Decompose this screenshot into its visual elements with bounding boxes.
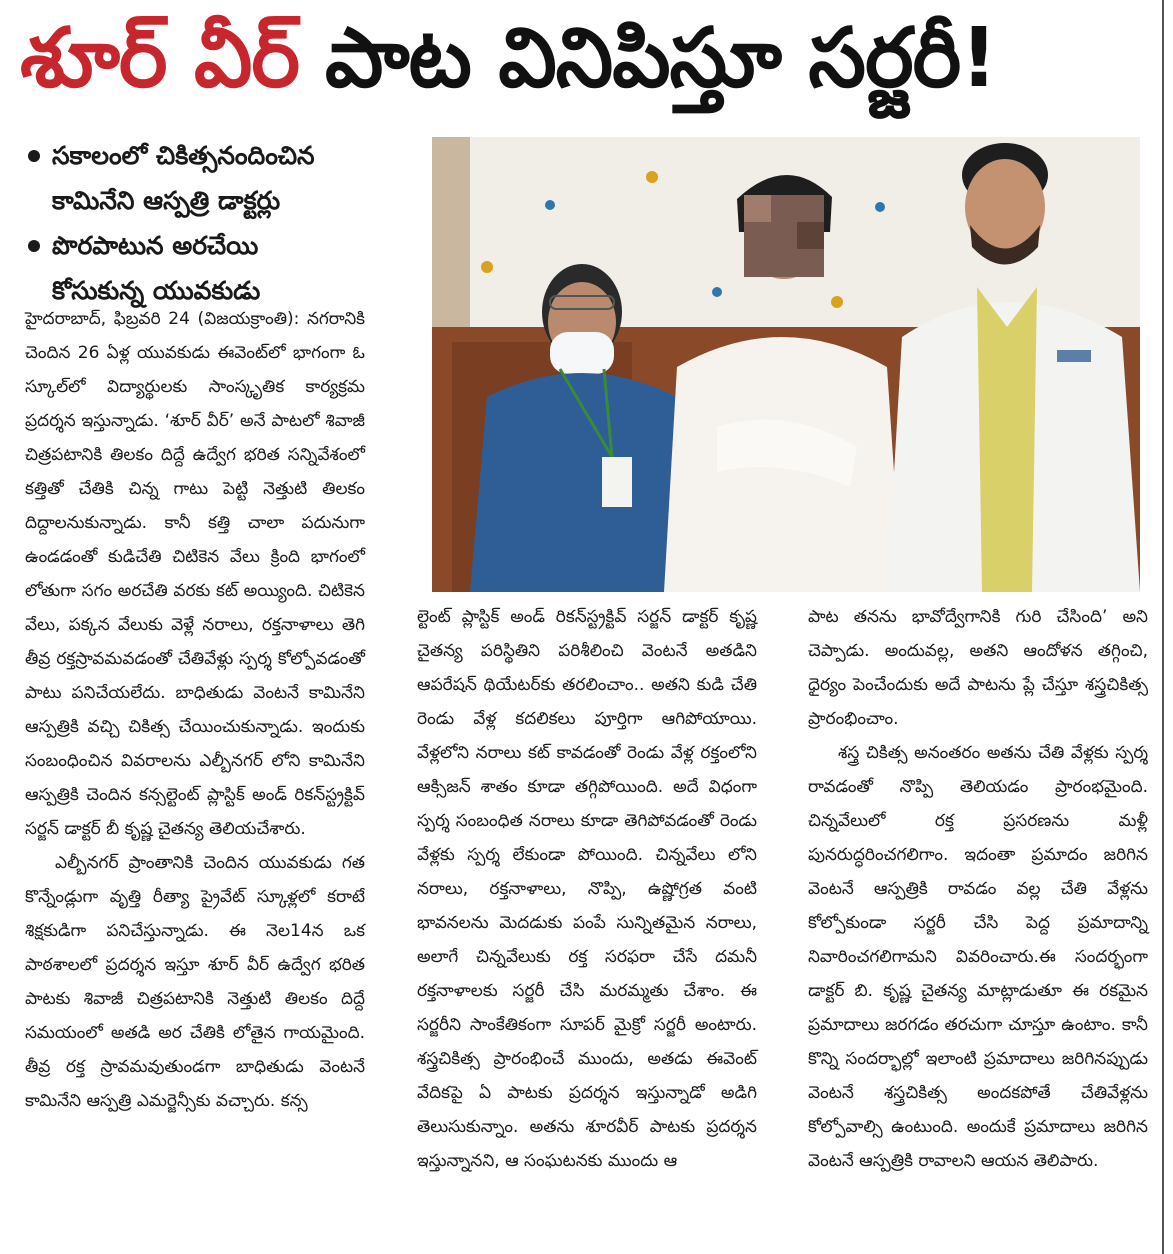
news-photo	[432, 137, 1140, 592]
headline	[20, 4, 1160, 132]
article-column-3	[808, 600, 1148, 1178]
article-paragraph: శస్త్ర చికిత్స అనంతరం అతను చేతి వేళ్లకు స్పర్శ రావడంతో నొప్పి తెలియడం ప్రారంభమైంది. చిన్నవేలులో రక్త ప్రసరణను మళ్లీ పునరుద్ధరించగలిగాం. ఇదంతా ప్రమాదం జరిగిన వెంటనే ఆస్పత్రికి రావడం వల్ల చేతి వేళ్లను కోల్పోకుండా సర్జరీ చేసి పెద్ద ప్రమాదాన్ని నివారించగలిగామని వివరించారు.ఈ సందర్భంగా డాక్టర్ బి. కృష్ణ చైతన్య మాట్లాడుతూ ఈ రకమైన ప్రమాదాలు జరగడం తరచుగా చూస్తూ ఉంటాం. కానీ కొన్ని సందర్భాల్లో ఇలాంటి ప్రమాదాలు జరిగినప్పుడు వెంటనే శస్త్రచికిత్స అందకపోతే చేతివేళ్లను కోల్పోవాల్సి ఉంటుంది. అందుకే ప్రమాదాలు జరిగిన వెంటనే ఆస్పత్రికి రావాలని ఆయన తెలిపారు.	[808, 743, 1148, 1171]
photo-illustration	[432, 137, 1140, 592]
article-paragraph: ఎల్బీనగర్ ప్రాంతానికి చెందిన యువకుడు గత కొన్నేండ్లుగా వృత్తి రీత్యా ప్రైవేట్ స్కూళ్లలో కరాటే శిక్షకుడిగా పనిచేస్తున్నాడు. ఈ నెల14న ఒక పాఠశాలలో ప్రదర్శన ఇస్తూ శూర్ వీర్ ఉద్వేగ భరిత పాటకు శివాజీ చిత్రపటానికి నెత్తుటి తిలకం దిద్దే సమయంలో అతడి అర చేతికి లోతైన గాయమైంది. తీవ్ర రక్త స్రావమవుతుండగా బాధితుడు వెంటనే కామినేని ఆస్పత్రి ఎమర్జెన్సీకు వచ్చారు. కన్స	[25, 853, 365, 1111]
article-column-2	[417, 600, 757, 1178]
summary-bullet	[24, 133, 384, 223]
headline-rest: పాట వినిపిస్తూ సర్జరీ!	[324, 10, 997, 106]
bullet-line: కోసుకున్న యువకుడు	[52, 276, 261, 305]
article-paragraph: ల్టెంట్ ప్లాస్టిక్ అండ్ రికన్‌స్ట్రక్టివ్ సర్జన్ డాక్టర్ కృష్ణ చైతన్య పరిస్థితిని పరిశీలించి వెంటనే అతడిని ఆపరేషన్ థియేటర్‌కు తరలించాం.. అతని కుడి చేతి రెండు వేళ్ల కదలికలు పూర్తిగా ఆగిపోయాయి. వేళ్లలోని నరాలు కట్ కావడంతో రెండు వేళ్ల రక్తంలోని ఆక్సిజన్ శాతం కూడా తగ్గిపోయింది. అదే విధంగా స్పర్శ సంబంధిత నరాలు కూడా తెగిపోవడంతో రెండు వేళ్లకు స్పర్శ లేకుండా పోయింది. చిన్నవేలు లోని నరాలు, రక్తనాళాలు, నొప్పి, ఉష్ణోగ్రత వంటి భావనలను మెదడుకు పంపే సున్నితమైన నరాలు, అలాగే చిన్నవేలుకు రక్త సరఫరా చేసే దమనీ రక్తనాళాలకు సర్జరీ చేసి మరమ్మతు చేశాం. ఈ సర్జరీని సాంకేతికంగా సూపర్ మైక్రో సర్జరీ అంటారు. శస్త్రచికిత్స ప్రారంభించే ముందు, అతడు ఈవెంట్ వేదికపై ఏ పాటకు ప్రదర్శన ఇస్తున్నాడో అడిగి తెలుసుకున్నాం. అతను శూరవీర్ పాటకు ప్రదర్శన ఇస్తున్నానని, ఆ సంఘటనకు ముందు ఆ	[417, 607, 757, 1171]
bullet-dot-icon	[28, 240, 40, 252]
headline-highlight: శూర్ వీర్	[20, 10, 299, 106]
bullet-dot-icon	[28, 150, 40, 162]
article-column-1	[25, 302, 365, 1118]
bullet-line: సకాలంలో చికిత్సనందించిన	[52, 141, 315, 170]
article-paragraph: హైదరాబాద్, ఫిబ్రవరి 24 (విజయక్రాంతి): నగరానికి చెందిన 26 ఏళ్ల యువకుడు ఈవెంట్‌లో భాగంగా ఓ స్కూల్‌లో విద్యార్థులకు సాంస్కృతిక కార్యక్రమ ప్రదర్శన ఇస్తున్నాడు. ‘శూర్ వీర్’ అనే పాటలో శివాజీ చిత్రపటానికి తిలకం దిద్దే ఉద్వేగ భరిత సన్నివేశంలో కత్తితో చేతికి చిన్న గాటు పెట్టి నెత్తుటి తిలకం దిద్దాలనుకున్నాడు. కానీ కత్తి చాలా పదునుగా ఉండడంతో కుడిచేతి చిటికెన వేలు క్రింది భాగంలో లోతుగా సగం అరచేతి వరకు కట్ అయ్యింది. చిటికెన వేలు, పక్కన వేలుకు వెళ్లే నరాలు, రక్తనాళాలు తెగి తీవ్ర రక్తస్రావమవడంతో చేతివేళ్లు స్పర్శ కోల్పోవడంతో పాటు పనిచేయలేదు. బాధితుడు వెంటనే కామినేని ఆస్పత్రికి వచ్చి చికిత్స చేయించుకున్నాడు. ఇందుకు సంబంధించిన వివరాలను ఎల్బీనగర్ లోని కామినేని ఆస్పత్రికి చెందిన కన్సల్టెంట్ ప్లాస్టిక్ అండ్ రికన్‌స్ట్రక్టివ్ సర్జన్ డాక్టర్ బీ కృష్ణ చైతన్య తెలియచేశారు.	[25, 309, 365, 839]
bullet-line: కామినేని ఆస్పత్రి డాక్టర్లు	[52, 186, 281, 215]
bullet-line: పొరపాటున అరచేయి	[52, 231, 259, 260]
summary-bullets	[24, 133, 384, 313]
column-divider	[1162, 0, 1164, 1254]
article-paragraph: పాట తనను భావోద్వేగానికి గురి చేసింది’ అని చెప్పాడు. అందువల్ల, అతని ఆందోళన తగ్గించి, ధైర్యం పెంచేందుకు అదే పాటను ప్లే చేస్తూ శస్త్రచికిత్స ప్రారంభించాం.	[808, 607, 1148, 729]
summary-bullet	[24, 223, 384, 313]
